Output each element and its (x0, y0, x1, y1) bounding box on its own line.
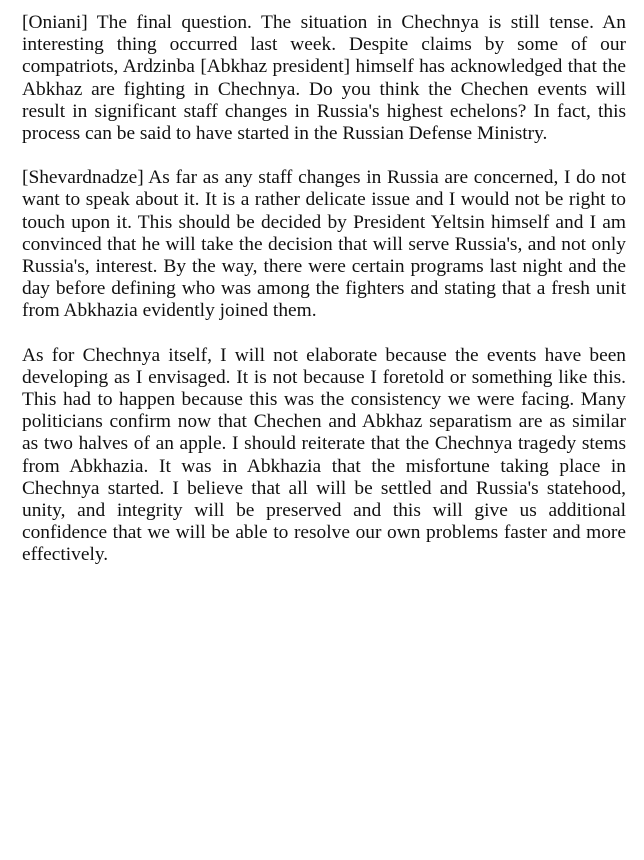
paragraph-chechnya-statement: As for Chechnya itself, I will not elaborate because the events have been developing as I envisaged. It is not because I foretold or something like this. This had to happen because this was the consistency we were facing. Many politicians confirm now that Chechen and Abkhaz separatism are as similar as two halves of an apple. I should reiterate that the Chechnya tragedy stems from Abkhazia. It was in Abkhazia that the misfortune taking place in Chechnya started. I believe that all will be settled and Russia's statehood, unity, and integrity will be preserved and this will give us additional confidence that we will be able to resolve our own problems faster and more effectively. (22, 344, 626, 566)
paragraph-shevardnadze-answer: [Shevardnadze] As far as any staff changes in Russia are concerned, I do not want to speak about it. It is a rather delicate issue and I would not be right to touch upon it. This should be decided by President Yeltsin himself and I am convinced that he will take the decision that will serve Russia's, and not only Russia's, interest. By the way, there were certain programs last night and the day before defining who was among the fighters and stating that a fresh unit from Abkhazia evidently joined them. (22, 167, 626, 322)
paragraph-oniani-question: [Oniani] The final question. The situation in Chechnya is still tense. An interesting thing occurred last week. Despite claims by some of our compatriots, Ardzinba [Abkhaz president] himself has acknowledged that the Abkhaz are fighting in Chechnya. Do you think the Chechen events will result in significant staff changes in Russia's highest echelons? In fact, this process can be said to have started in the Russian Defense Ministry. (22, 12, 626, 145)
document-page (22, 12, 626, 567)
